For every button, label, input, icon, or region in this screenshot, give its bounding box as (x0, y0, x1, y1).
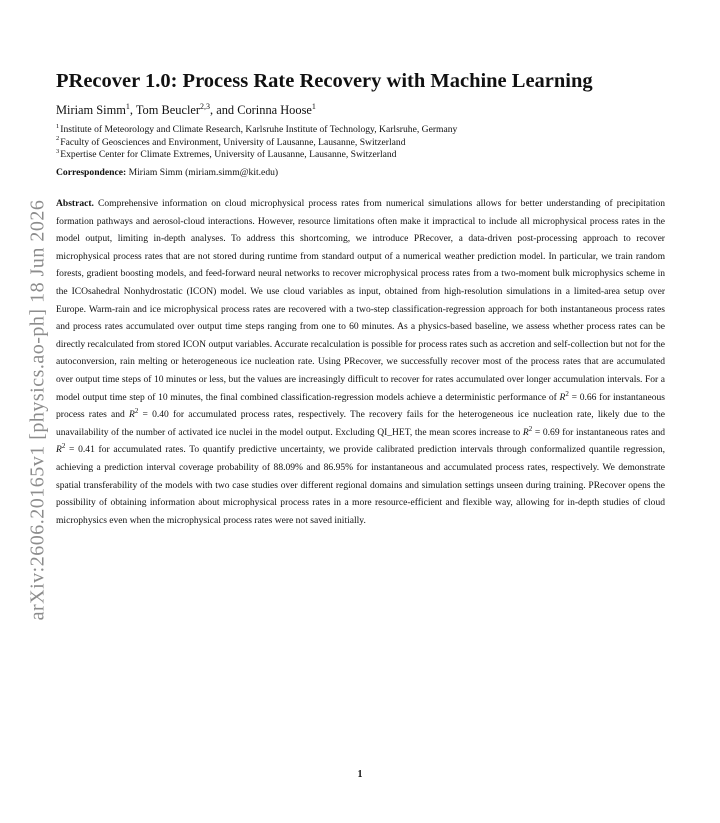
author-affiliation-mark: 1 (311, 101, 316, 111)
r-squared-symbol: $R^2$ (559, 389, 569, 403)
correspondence-line (56, 167, 665, 180)
abstract-label: Abstract. (56, 198, 94, 209)
affiliation-number: 1 (56, 122, 60, 130)
affiliation-text: Institute of Meteorology and Climate Research, Karlsruhe Institute of Technology, Karlsruhe, Germany (60, 124, 458, 135)
author-affiliation-mark: 2,3 (200, 101, 211, 111)
abstract-text: for accumulated process rates, respectively. The recovery fails for the heterogeneous ice nucleation rate, likely due to the unavailability of the number of activated ice nuclei in the model output. Excluding QI_HET, the mean scores increase to (56, 409, 665, 438)
author-name: Tom Beucler (135, 103, 201, 117)
abstract-text: for instantaneous and accumulated process rates, respectively. We demonstrate spatial transferability of the models with two case studies over different regional domains and simulation settings unseen during training. PRecover opens the possibility of obtaining information about microphysical process rates in a more resource-efficient and flexible way, allowing for in-depth studies of cloud microphysics even when the microphysical process rates were not saved initially. (56, 461, 665, 526)
r-squared-symbol: $R^2$ (56, 442, 66, 456)
r-squared-value: 0.69 (542, 426, 560, 438)
abstract-text: for accumulated rates. To quantify predictive uncertainty, we provide calibrated prediction intervals through conformalized quantile regression, achieving a prediction interval coverage probability of (56, 444, 665, 473)
paper-title: PRecover 1.0: Process Rate Recovery with Machine Learning (56, 70, 593, 92)
correspondence-label: Correspondence: (56, 166, 127, 178)
abstract-text: and (302, 461, 324, 473)
r-squared-symbol: $R^2$ (522, 424, 533, 438)
abstract: Abstract. Comprehensive information on cloud microphysical process rates from numerical simulations allows for better understanding of precipitation formation pathways and aerosol-cloud interactions. However, resource limitations often make it impractical to include all microphysical process rates in the model output, limiting in-depth analyses. To address this shortcoming, we introduce PRecover, a data-driven post-processing approach to recover microphysical process rates that are not stored during runtime from standard output of a numerical weather prediction model. In particular, we train random forests, gradient boosting models, and feed-forward neural networks to recover microphysical process rates from a two-moment bulk microphysics scheme in the ICOsahedral Nonhydrostatic (ICON) model. We use cloud variables as input, obtained from high-resolution simulations in a limited-area setup over Europe. Warm-rain and ice microphysical process rates are recovered with a two-step classification-regression approach for both instantaneous process rates and process rates accumulated over output time steps ranging from one to 60 minutes. As a physics-based baseline, we assess whether process rates can be directly recalculated from stored ICON output variables. Accurate recalculation is possible for process rates such as accretion and self-collection but not for the autoconversion, rain melting or heterogeneous ice nucleation rate. Using PRecover, we successfully recover most of the process rates that are accumulated over output time steps of 10 minutes or less, but the values are increasingly difficult to recover for rates accumulated over longer accumulation intervals. For a model output time step of 10 minutes, the final combined classification-regression models achieve a deterministic performance of $R^2 = 0.66$ for instantaneous process rates and $R^2 = 0.40$ for accumulated process rates, respectively. The recovery fails for the heterogeneous ice nucleation rate, likely due to the unavailability of the number of activated ice nuclei in the model output. Excluding QI_HET, the mean scores increase to $R^2 = 0.69$ for instantaneous rates and $R^2 = 0.41$ for accumulated rates. To quantify predictive uncertainty, we provide calibrated prediction intervals through conformalized quantile regression, achieving a prediction interval coverage probability of 88.09% and 86.95% for instantaneous and accumulated process rates, respectively. We demonstrate spatial transferability of the models with two case studies over different regional domains and simulation settings unseen during training. PRecover opens the possibility of obtaining information about microphysical process rates in a more resource-efficient and flexible way, allowing for in-depth studies of cloud microphysics even when the microphysical process rates were not saved initially. (56, 198, 666, 526)
affiliation-number: 2 (56, 135, 60, 143)
author-name: Corinna Hoose (237, 103, 312, 117)
page-number: 1 (357, 769, 363, 780)
arxiv-side-stamp: arXiv:2606.20165v1 [physics.ao-ph] 18 Jun 2026 (26, 199, 49, 621)
coverage-value: 88.09% (273, 461, 303, 473)
affiliation-text: Expertise Center for Climate Extremes, University of Lausanne, Lausanne, Switzerland (60, 149, 397, 160)
affiliation-number: 3 (56, 147, 60, 155)
affiliation (56, 124, 665, 137)
abstract-text: for instantaneous process rates and (56, 391, 665, 421)
coverage-value: 86.95% (323, 461, 354, 473)
abstract-text: for instantaneous rates and (559, 426, 666, 438)
author-list (56, 102, 665, 118)
author-name: Miriam Simm (56, 103, 126, 117)
affiliation-text: Faculty of Geosciences and Environment, University of Lausanne, Lausanne, Switzerland (60, 136, 406, 148)
r-squared-value: 0.66 (579, 391, 597, 403)
paper-front-matter (56, 68, 665, 539)
correspondence-text: Miriam Simm (miriam.simm@kit.edu) (126, 166, 279, 178)
r-squared-value: 0.41 (78, 444, 95, 456)
r-squared-symbol: $R^2$ (128, 406, 139, 421)
affiliation (56, 137, 665, 150)
abstract-text: Comprehensive information on cloud microphysical process rates from numerical simulations allows for better understanding of precipitation formation pathways and aerosol-cloud interactions. However, resource limitations often make it impractical to include all microphysical process rates in the model output, limiting in-depth analyses. To address this shortcoming, we introduce PRecover, a data-driven post-processing approach to recover microphysical process rates that are not stored during runtime from standard output of a numerical weather prediction model. In particular, we train random forests, gradient boosting models, and feed-forward neural networks to recover microphysical process rates from a two-moment bulk microphysics scheme in the ICOsahedral Nonhydrostatic (ICON) model. We use cloud variables as input, obtained from high-resolution simulations in a limited-area setup over Europe. Warm-rain and ice microphysical process rates are recovered with a two-step classification-regression approach for both instantaneous process rates and process rates accumulated over output time steps ranging from one to 60 minutes. As a physics-based baseline, we assess whether process rates can be directly recalculated from stored ICON output variables. Accurate recalculation is possible for process rates such as accretion and self-collection but not for the autoconversion, rain melting or heterogeneous ice nucleation rate. Using PRecover, we successfully recover most of the process rates that are accumulated over output time steps of 10 minutes or less, but the values are increasingly difficult to recover for rates accumulated over longer accumulation intervals. For a model output time step of 10 minutes, the final combined classification-regression models achieve a deterministic performance of (56, 198, 665, 403)
author-affiliation-mark: 1 (125, 101, 130, 111)
author-separator: , and (210, 103, 238, 117)
r-squared-value: 0.40 (152, 409, 169, 421)
affiliation (56, 149, 665, 162)
author-separator: , (129, 103, 136, 117)
